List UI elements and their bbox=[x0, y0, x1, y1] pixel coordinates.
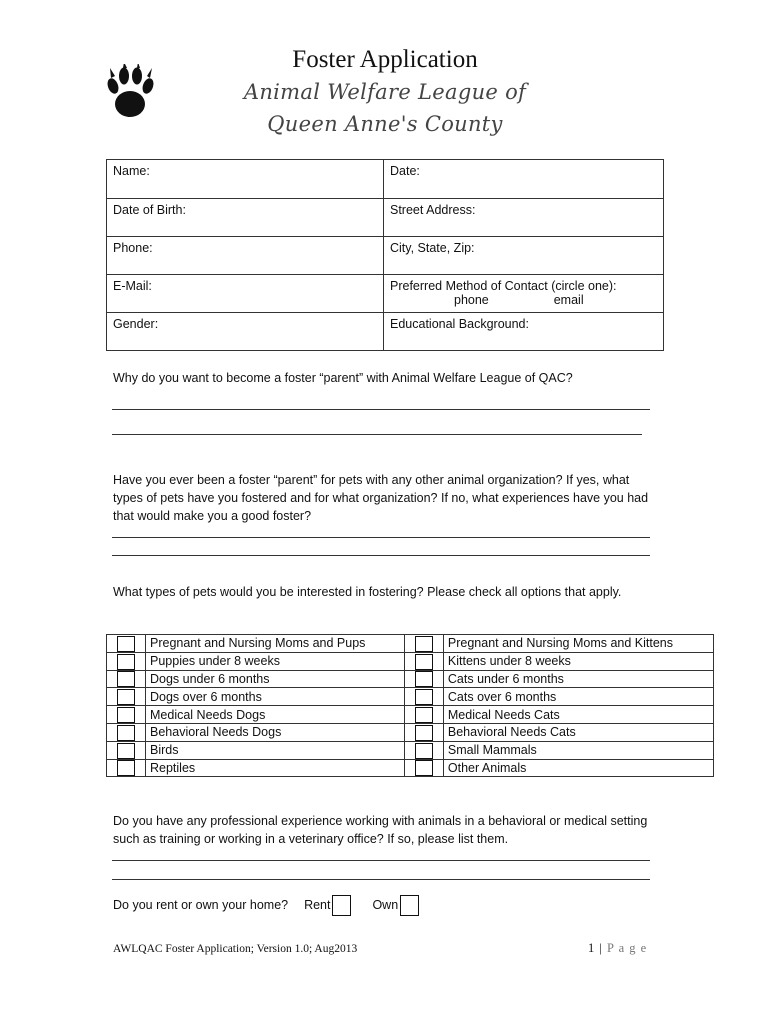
pet-option-left: Reptiles bbox=[146, 759, 405, 777]
name-field[interactable]: Name: bbox=[107, 160, 384, 199]
applicant-info-table bbox=[106, 159, 664, 351]
contact-option-phone[interactable]: phone bbox=[454, 293, 489, 307]
phone-field[interactable]: Phone: bbox=[107, 237, 384, 275]
question-prior-fostering: Have you ever been a foster “parent” for pets with any other animal organization? If yes, what types of pets have you fostered and for what organization? If no, what experiences have you had that would make you a good foster? bbox=[113, 473, 649, 523]
email-field[interactable]: E-Mail: bbox=[107, 275, 384, 313]
checkbox[interactable] bbox=[117, 671, 135, 687]
contact-method-field bbox=[384, 275, 664, 313]
pet-option-right: Kittens under 8 weeks bbox=[443, 652, 713, 670]
checkbox[interactable] bbox=[117, 654, 135, 670]
contact-method-label: Preferred Method of Contact (circle one): bbox=[390, 279, 617, 293]
pet-option-right: Cats over 6 months bbox=[443, 688, 713, 706]
answer-line[interactable] bbox=[112, 409, 650, 410]
checkbox[interactable] bbox=[117, 760, 135, 776]
answer-line[interactable] bbox=[112, 879, 650, 880]
pet-option-left: Pregnant and Nursing Moms and Pups bbox=[146, 635, 405, 653]
answer-line[interactable] bbox=[112, 537, 650, 538]
checkbox[interactable] bbox=[415, 671, 433, 687]
city-state-zip-field[interactable]: City, State, Zip: bbox=[384, 237, 664, 275]
pet-option-right: Pregnant and Nursing Moms and Kittens bbox=[443, 635, 713, 653]
checkbox[interactable] bbox=[415, 725, 433, 741]
checkbox[interactable] bbox=[415, 654, 433, 670]
rent-label: Rent bbox=[304, 897, 331, 912]
pet-option-left: Birds bbox=[146, 741, 405, 759]
pet-option-left: Dogs under 6 months bbox=[146, 670, 405, 688]
street-address-field[interactable]: Street Address: bbox=[384, 199, 664, 237]
checkbox[interactable] bbox=[415, 760, 433, 776]
question-rent-or-own: Do you rent or own your home? Rent Own bbox=[113, 895, 653, 916]
pet-types-checklist bbox=[106, 634, 714, 777]
pet-option-left: Behavioral Needs Dogs bbox=[146, 723, 405, 741]
checkbox[interactable] bbox=[117, 636, 135, 652]
page-number: 1 | P a g e bbox=[588, 941, 648, 955]
checkbox[interactable] bbox=[415, 636, 433, 652]
pet-option-right: Cats under 6 months bbox=[443, 670, 713, 688]
pet-option-left: Dogs over 6 months bbox=[146, 688, 405, 706]
answer-line[interactable] bbox=[112, 434, 642, 435]
pet-option-left: Puppies under 8 weeks bbox=[146, 652, 405, 670]
question-why-foster: Why do you want to become a foster “parent” with Animal Welfare League of QAC? bbox=[113, 371, 573, 385]
question-professional-experience: Do you have any professional experience working with animals in a behavioral or medical setting such as training or working in a veterinary office? If so, please list them. bbox=[113, 814, 648, 846]
dob-field[interactable]: Date of Birth: bbox=[107, 199, 384, 237]
org-name-line2: Queen Anne's County bbox=[267, 112, 503, 136]
page-title: Foster Application bbox=[292, 46, 478, 73]
pet-option-right: Small Mammals bbox=[443, 741, 713, 759]
answer-line[interactable] bbox=[112, 555, 650, 556]
checkbox[interactable] bbox=[117, 707, 135, 723]
own-label: Own bbox=[372, 897, 399, 912]
rent-checkbox[interactable] bbox=[332, 895, 351, 916]
pet-option-right: Medical Needs Cats bbox=[443, 706, 713, 724]
pet-option-right: Other Animals bbox=[443, 759, 713, 777]
footer-version: AWLQAC Foster Application; Version 1.0; Aug2013 bbox=[113, 943, 358, 955]
answer-line[interactable] bbox=[112, 860, 650, 861]
own-checkbox[interactable] bbox=[400, 895, 419, 916]
question-pet-types: What types of pets would you be interested in fostering? Please check all options that apply. bbox=[113, 585, 622, 599]
contact-option-email[interactable]: email bbox=[553, 293, 584, 307]
pet-option-left: Medical Needs Dogs bbox=[146, 706, 405, 724]
date-field[interactable]: Date: bbox=[384, 160, 664, 199]
checkbox[interactable] bbox=[117, 743, 135, 759]
education-field[interactable]: Educational Background: bbox=[384, 313, 664, 351]
checkbox[interactable] bbox=[117, 725, 135, 741]
checkbox[interactable] bbox=[117, 689, 135, 705]
checkbox[interactable] bbox=[415, 707, 433, 723]
checkbox[interactable] bbox=[415, 743, 433, 759]
pet-option-right: Behavioral Needs Cats bbox=[443, 723, 713, 741]
org-name-line1: Animal Welfare League of bbox=[243, 80, 527, 104]
checkbox[interactable] bbox=[415, 689, 433, 705]
gender-field[interactable]: Gender: bbox=[107, 313, 384, 351]
